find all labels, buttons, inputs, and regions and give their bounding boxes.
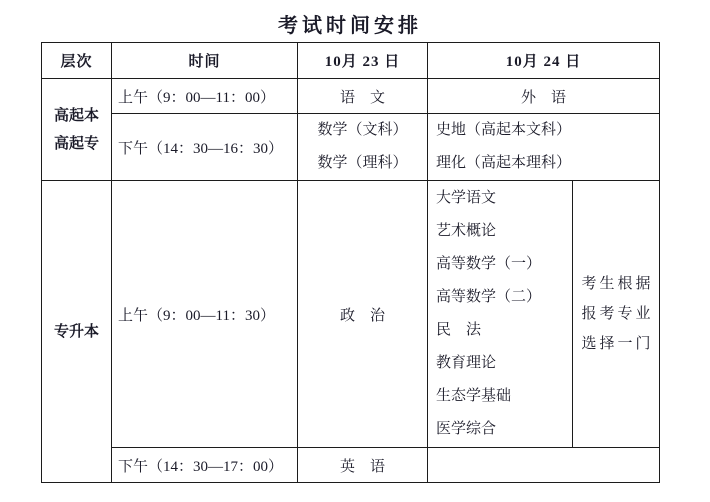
cell-gaoqi-afternoon-oct23 [298, 114, 428, 181]
note-line: 考生根据 [581, 276, 654, 292]
subject-item: 医学综合 [436, 421, 497, 437]
subject-item: 艺术概论 [436, 223, 497, 239]
subject-physics-chemistry: 理化（高起本理科） [436, 155, 572, 171]
header-oct23: 10月 23 日 [298, 43, 428, 79]
cell-zsb-afternoon-time: 下午（14：30—17：00） [112, 448, 298, 483]
cell-zsb-morning-oct23: 政 治 [298, 181, 428, 448]
gaoqi-morning-row [42, 79, 660, 114]
subject-math-science: 数学（理科） [317, 155, 408, 171]
cell-zsb-afternoon-oct23: 英 语 [298, 448, 428, 483]
exam-schedule-table [41, 42, 660, 483]
cell-zsb-subjects [428, 181, 573, 448]
subject-item: 大学语文 [436, 190, 497, 206]
page-title: 考试时间安排 [278, 15, 422, 37]
zsb-afternoon-row [42, 448, 660, 483]
note-line: 选择一门 [581, 336, 654, 352]
level-gaoqizhuan-label: 高起专 [53, 135, 99, 152]
header-time: 时间 [112, 43, 298, 79]
cell-zsb-note [573, 181, 660, 448]
note-line: 报考专业 [581, 306, 654, 322]
subject-item: 高等数学（二） [436, 289, 542, 305]
subject-item: 民 法 [436, 322, 482, 338]
cell-gaoqi-morning-oct24: 外 语 [428, 79, 660, 114]
cell-gaoqi-afternoon-time: 下午（14：30—16：30） [112, 114, 298, 181]
cell-gaoqi-morning-oct23: 语 文 [298, 79, 428, 114]
subject-item: 生态学基础 [436, 388, 512, 404]
cell-gaoqi-morning-time: 上午（9：00—11：00） [112, 79, 298, 114]
cell-zsb-afternoon-oct24 [428, 448, 660, 483]
gaoqi-afternoon-row [42, 114, 660, 181]
cell-zsb-morning-time: 上午（9：00—11：30） [112, 181, 298, 448]
subject-history-geography: 史地（高起本文科） [436, 122, 572, 138]
header-level: 层次 [42, 43, 112, 79]
cell-level-zsb: 专升本 [42, 181, 112, 483]
cell-gaoqi-afternoon-oct24 [428, 114, 660, 181]
subject-math-liberal: 数学（文科） [317, 122, 408, 138]
zsb-morning-row [42, 181, 660, 448]
level-gaoqiben-label: 高起本 [53, 107, 99, 124]
subject-item: 教育理论 [436, 355, 497, 371]
cell-level-gaoqi [42, 79, 112, 181]
header-oct24: 10月 24 日 [428, 43, 660, 79]
subject-item: 高等数学（一） [436, 256, 542, 272]
header-row [42, 43, 660, 79]
